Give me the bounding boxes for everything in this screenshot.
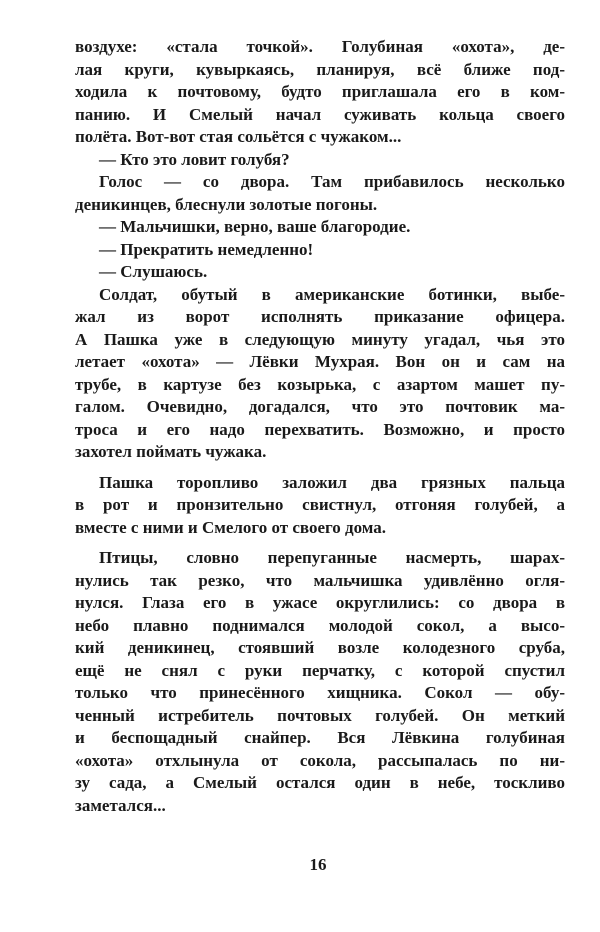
text-line: ещё не снял с руки перчатку, с которой спустил (75, 660, 565, 680)
text-line: «охота» отхлынула от сокола, рассыпалась по ни- (75, 750, 565, 770)
text-line: воздухе: «стала точкой». Голубиная «охота», де- (75, 37, 565, 56)
text-line: нулся. Глаза его в ужасе округлились: со двора в (75, 593, 565, 612)
text-line: и беспощадный снайпер. Вся Лёвкина голубиная (75, 728, 565, 747)
page-number: 16 (309, 855, 327, 874)
page-text (75, 36, 565, 817)
text-line: зу сада, а Смелый остался один в небе, тоскливо (75, 773, 565, 792)
text-line: летает «охота» — Лёвки Мухрая. Вон он и сам на (75, 352, 565, 371)
text-line: ченный истребитель почтовых голубей. Он меткий (75, 705, 565, 725)
text-line: захотел поймать чужака. (75, 442, 267, 461)
text-line: — Слушаюсь. (99, 262, 208, 281)
text-line: заметался... (75, 795, 166, 815)
text-line: Птицы, словно перепуганные насмерть, шарах- (99, 548, 565, 567)
text-line: лая круги, кувыркаясь, планируя, всё ближе под- (75, 59, 565, 79)
text-line: только что принесённого хищника. Сокол — обу- (75, 683, 565, 702)
text-line: А Пашка уже в следующую минуту угадал, чья это (75, 329, 565, 349)
text-line: ходила к почтовому, будто приглашала его в ком- (75, 82, 565, 101)
text-line: в рот и пронзительно свистнул, отгоняя голубей, а (75, 495, 565, 514)
text-line: нулись так резко, что мальчишка удивлённо огля- (75, 570, 565, 590)
text-line: вместе с ними и Смелого от своего дома. (75, 517, 387, 537)
text-line: Солдат, обутый в американские ботинки, выбе- (99, 284, 565, 304)
text-line: панию. И Смелый начал суживать кольца своего (75, 104, 565, 124)
text-line: небо плавно поднимался молодой сокол, а высо- (75, 615, 565, 635)
text-line: — Кто это ловит голубя? (99, 149, 290, 169)
text-line: жал из ворот исполнять приказание офицера. (75, 307, 565, 326)
text-line: — Мальчишки, верно, ваше благородие. (99, 217, 411, 236)
text-line: Голос — со двора. Там прибавилось несколько (99, 172, 565, 191)
text-line: трубе, в картузе без козырька, с азартом машет пу- (75, 374, 565, 394)
text-line: кий деникинец, стоявший возле колодезного сруба, (75, 638, 565, 657)
text-line: Пашка торопливо заложил два грязных пальца (99, 472, 565, 492)
text-line: галом. Очевидно, догадался, что это почтовик ма- (75, 397, 565, 416)
text-line: полёта. Вот-вот стая сольётся с чужаком... (75, 127, 402, 146)
text-line: — Прекратить немедленно! (99, 239, 314, 259)
text-line: деникинцев, блеснули золотые погоны. (75, 194, 378, 214)
text-line: троса и его надо перехватить. Возможно, и просто (75, 419, 565, 439)
